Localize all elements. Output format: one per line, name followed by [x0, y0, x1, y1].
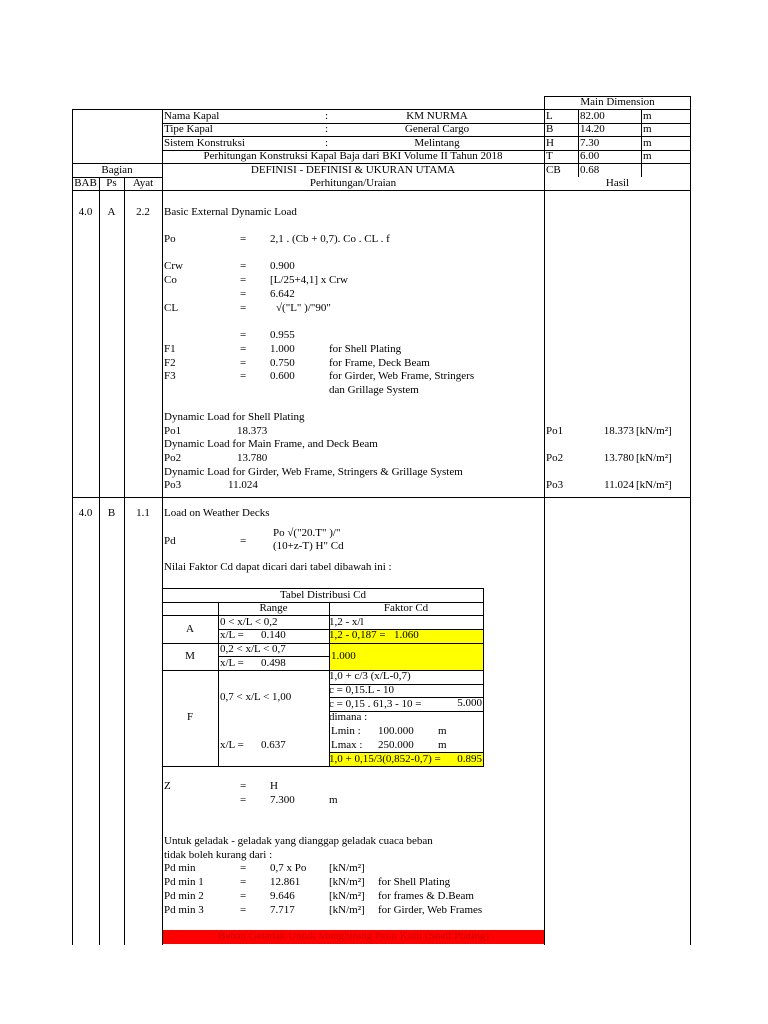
sec1-bab: 4.0	[78, 206, 93, 218]
ps-header: Ps	[106, 177, 117, 189]
dim-val-CB: 0.68	[580, 164, 600, 176]
equals: =	[240, 288, 247, 300]
hasil-po3-unit: [kN/m²]	[636, 479, 672, 491]
f-range: 0,7 < x/L < 1,00	[220, 691, 292, 703]
equals: =	[240, 904, 247, 916]
pdmin3-label: Pd min 3	[164, 904, 204, 916]
pdmin2-desc: for frames & D.Beam	[378, 890, 474, 902]
f2-desc: for Frame, Deck Beam	[329, 357, 430, 369]
po3-value: 11.024	[228, 479, 258, 491]
po3-label: Po3	[164, 479, 182, 491]
pdmin3-desc: for Girder, Web Frames	[378, 904, 483, 916]
sec1-ayat: 2.2	[136, 206, 150, 218]
cd-row-f: F	[186, 711, 194, 723]
f-c-value: 5.000	[457, 697, 482, 709]
a-xl-label: x/L =	[220, 629, 244, 641]
po1-value: 18.373	[237, 425, 268, 437]
sec2-title: Load on Weather Decks	[164, 507, 270, 519]
sec1-ps: A	[107, 206, 116, 218]
hasil-po3-label: Po3	[546, 479, 564, 491]
dim-sym-B: B	[546, 123, 554, 135]
f-c-formula: c = 0,15.L - 10	[329, 684, 395, 696]
main-dimension-title: Main Dimension	[580, 96, 655, 108]
equals: =	[240, 357, 247, 369]
equals: =	[240, 890, 247, 902]
dim-sym-T: T	[546, 150, 553, 162]
hasil-po1-unit: [kN/m²]	[636, 425, 672, 437]
bab-header: BAB	[74, 177, 97, 189]
label-tipe-kapal: Tipe Kapal	[164, 123, 213, 135]
untuk-text-2: tidak boleh kurang dari :	[164, 849, 273, 861]
f-factor-value: 0.895	[457, 753, 482, 765]
dim-sym-CB: CB	[546, 164, 561, 176]
pdmin1-label: Pd min 1	[164, 876, 204, 888]
pdmin-label: Pd min	[164, 862, 196, 874]
pdmin1-desc: for Shell Plating	[378, 876, 451, 888]
equals: =	[240, 302, 247, 314]
pd-numerator: Po √("20.T" )/"	[273, 527, 341, 539]
m-xl-label: x/L =	[220, 657, 244, 669]
po2-value: 13.780	[237, 452, 268, 464]
equals: =	[240, 876, 247, 888]
dim-val-T: 6.00	[580, 150, 600, 162]
dim-val-L: 82.00	[580, 110, 605, 122]
hasil-po1-label: Po1	[546, 425, 564, 437]
hasil-po1-value: 18.373	[603, 425, 634, 437]
hasil-po3-value: 11.024	[604, 479, 634, 491]
equals: =	[240, 233, 247, 245]
dl-shell: Dynamic Load for Shell Plating	[164, 411, 305, 423]
po1-label: Po1	[164, 425, 182, 437]
f-c-calc: c = 0,15 . 61,3 - 10 =	[329, 698, 422, 710]
nilai-text: Nilai Faktor Cd dapat dicari dari tabel dibawah ini :	[164, 561, 392, 573]
equals: =	[240, 343, 247, 355]
po-label: Po	[164, 233, 176, 245]
co-label: Co	[164, 274, 177, 286]
cl-formula: √("L" )/"90"	[276, 302, 331, 314]
dl-girder: Dynamic Load for Girder, Web Frame, Stringers & Grillage System	[164, 466, 463, 478]
co-value: 6.642	[270, 288, 295, 300]
equals: =	[240, 794, 247, 806]
lmin-value: 100.000	[378, 725, 414, 737]
f3-desc2: dan Grillage System	[329, 384, 419, 396]
z-label: Z	[164, 780, 171, 792]
lmin-label: Lmin :	[331, 725, 361, 737]
f2-label: F2	[164, 357, 176, 369]
definisi-title: DEFINISI - DEFINISI & UKURAN UTAMA	[250, 164, 456, 176]
tipe-kapal-value: General Cargo	[404, 123, 470, 135]
uraian-header: Perhitungan/Uraian	[309, 177, 397, 189]
a-factor-calc: 1,2 - 0,187 =	[329, 629, 386, 641]
dl-frame: Dynamic Load for Main Frame, and Deck Beam	[164, 438, 378, 450]
a-factor-value: 1.060	[394, 629, 419, 641]
po-formula: 2,1 . (Cb + 0,7). Co . CL . f	[270, 233, 390, 245]
crw-value: 0.900	[270, 260, 295, 272]
m-factor-value: 1.000	[331, 650, 356, 662]
f-factor-calc: 1,0 + 0,15/3(0,852-0,7) =	[329, 753, 441, 765]
ayat-header: Ayat	[132, 177, 154, 189]
m-xl-value: 0.498	[261, 657, 286, 669]
equals: =	[240, 260, 247, 272]
z-unit: m	[329, 794, 338, 806]
bagian-header: Bagian	[101, 164, 133, 176]
hasil-po2-value: 13.780	[603, 452, 634, 464]
dim-val-H: 7.30	[580, 137, 600, 149]
pdmin3-value: 7.717	[270, 904, 295, 916]
equals: =	[240, 862, 247, 874]
dim-unit-H: m	[643, 137, 652, 149]
f2-value: 0.750	[270, 357, 295, 369]
label-sistem-konstruksi: Sistem Konstruksi	[164, 137, 245, 149]
label-nama-kapal: Nama Kapal	[164, 110, 220, 122]
nama-kapal-value: KM NURMA	[406, 110, 468, 122]
dim-unit-L: m	[643, 110, 652, 122]
f3-value: 0.600	[270, 370, 295, 382]
f-xl-value: 0.637	[261, 739, 286, 751]
f1-value: 1.000	[270, 343, 295, 355]
f-dimana: dimana :	[329, 711, 368, 723]
f3-label: F3	[164, 370, 176, 382]
f1-desc: for Shell Plating	[329, 343, 402, 355]
z-symbol: H	[270, 780, 278, 792]
pd-label: Pd	[164, 535, 176, 547]
pdmin3-unit: [kN/m²]	[329, 904, 365, 916]
pdmin2-label: Pd min 2	[164, 890, 204, 902]
pdmin2-value: 9.646	[270, 890, 295, 902]
lmax-label: Lmax :	[331, 739, 363, 751]
equals: =	[240, 780, 247, 792]
sec1-title: Basic External Dynamic Load	[164, 206, 297, 218]
colon: :	[325, 123, 329, 135]
pdmin2-unit: [kN/m²]	[329, 890, 365, 902]
cd-row-a: A	[186, 623, 194, 635]
a-xl-value: 0.140	[261, 629, 286, 641]
co-formula: [L/25+4,1] x Crw	[270, 274, 348, 286]
hasil-header: Hasil	[605, 177, 630, 189]
cd-row-m: M	[185, 650, 195, 662]
cl-label: CL	[164, 302, 179, 314]
hasil-po2-unit: [kN/m²]	[636, 452, 672, 464]
dim-sym-L: L	[546, 110, 553, 122]
cd-table-title: Tabel Distribusi Cd	[279, 589, 366, 601]
f-factor-formula: 1,0 + c/3 (x/L-0,7)	[329, 670, 411, 682]
equals: =	[240, 535, 247, 547]
equals: =	[240, 370, 247, 382]
dim-sym-H: H	[546, 137, 554, 149]
crw-label: Crw	[164, 260, 183, 272]
a-range: 0 < x/L < 0,2	[220, 616, 278, 628]
z-value: 7.300	[270, 794, 295, 806]
f-xl-label: x/L =	[220, 739, 244, 751]
sec2-bab: 4.0	[78, 507, 93, 519]
sec2-ps: B	[107, 507, 116, 519]
pdmin-formula: 0,7 x Po	[270, 862, 307, 874]
dim-unit-B: m	[643, 123, 652, 135]
sec2-ayat: 1.1	[136, 507, 150, 519]
range-header: Range	[259, 602, 288, 614]
equals: =	[240, 329, 247, 341]
red-banner-text: Beban Geladak Untuk Menghitung Pelat Kulit (Shell Plating)	[218, 930, 489, 942]
lmax-value: 250.000	[378, 739, 414, 751]
pdmin-unit: [kN/m²]	[329, 862, 365, 874]
hasil-po2-label: Po2	[546, 452, 564, 464]
lmin-unit: m	[438, 725, 447, 737]
pdmin1-unit: [kN/m²]	[329, 876, 365, 888]
f1-label: F1	[164, 343, 176, 355]
equals: =	[240, 274, 247, 286]
colon: :	[325, 137, 329, 149]
perhitungan-title: Perhitungan Konstruksi Kapal Baja dari BKI Volume II Tahun 2018	[203, 150, 503, 162]
colon: :	[325, 110, 329, 122]
pdmin1-value: 12.861	[270, 876, 301, 888]
dim-val-B: 14.20	[580, 123, 605, 135]
f3-desc: for Girder, Web Frame, Stringers	[329, 370, 475, 382]
untuk-text-1: Untuk geladak - geladak yang dianggap geladak cuaca beban	[164, 835, 433, 847]
dim-unit-T: m	[643, 150, 652, 162]
m-range: 0,2 < x/L < 0,7	[220, 643, 286, 655]
lmax-unit: m	[438, 739, 447, 751]
pd-denominator: (10+z-T) H" Cd	[273, 540, 344, 552]
po2-label: Po2	[164, 452, 182, 464]
cl-value: 0.955	[270, 329, 295, 341]
sistem-value: Melintang	[414, 137, 460, 149]
a-factor-formula: 1,2 - x/l	[329, 616, 364, 628]
faktor-header: Faktor Cd	[383, 602, 429, 614]
